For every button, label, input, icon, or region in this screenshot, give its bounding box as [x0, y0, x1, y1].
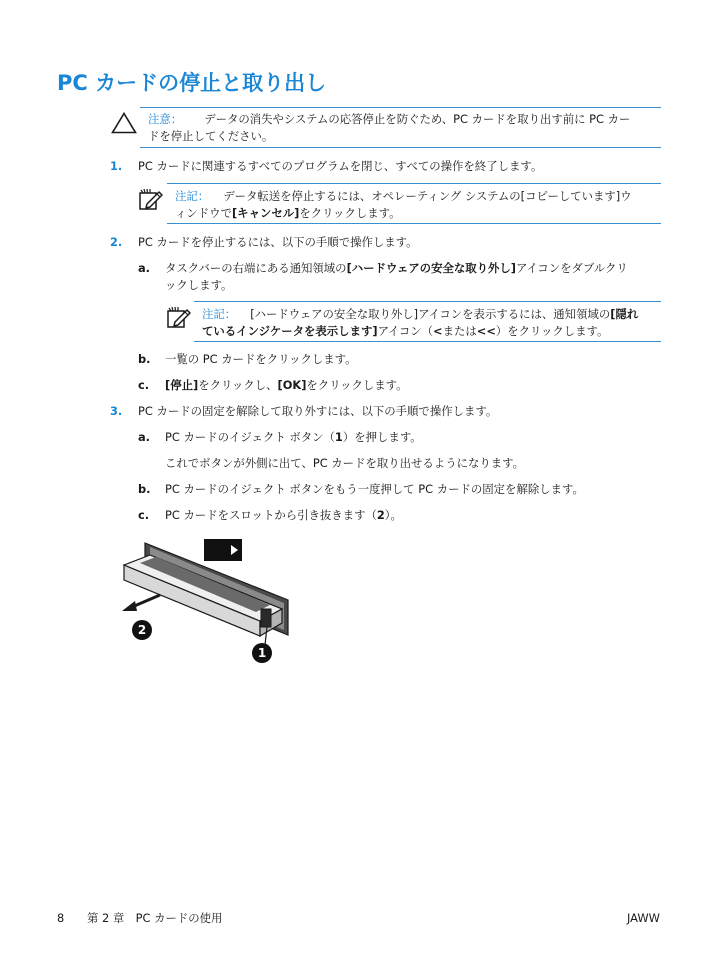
note1-text — [175, 188, 670, 222]
note2-line2b: または — [442, 324, 477, 338]
step-2c-bold2: [OK] — [277, 378, 307, 392]
step-3a-text-a: PC カードのイジェクト ボタン（ — [165, 430, 335, 444]
card-slot-label — [204, 539, 242, 561]
caution-top-rule — [140, 107, 661, 108]
step-3a-follow: これでボタンが外側に出て、PC カードを取り出せるようになります。 — [165, 456, 525, 470]
step-3b-text: PC カードのイジェクト ボタンをもう一度押して PC カードの固定を解除します。 — [165, 482, 584, 496]
step-2b — [138, 351, 673, 368]
step-2a-line1a: タスクバーの右端にある通知領域の — [165, 261, 347, 275]
step-2c-text1: をクリックし、 — [198, 378, 278, 392]
note1-line2-bold: [キャンセル] — [231, 206, 300, 220]
step-3a-marker: a. — [138, 430, 151, 444]
caution-text — [148, 111, 668, 145]
note-icon — [166, 305, 192, 329]
callout-2-label: 2 — [137, 623, 147, 637]
note2-line2-bold: ているインジケータを表示します] — [202, 324, 378, 338]
step-3b — [138, 481, 678, 498]
note2-line1-bold: [隠れ — [610, 307, 639, 321]
step-3 — [110, 403, 670, 420]
caution-icon — [111, 112, 137, 134]
step-2a — [138, 260, 673, 294]
step-2b-text: 一覧の PC カードをクリックします。 — [165, 352, 357, 366]
step-2a-marker: a. — [138, 261, 151, 275]
step-3a — [138, 429, 673, 446]
step-3c-text-a: PC カードをスロットから引き抜きます（ — [165, 508, 377, 522]
step-3c-marker: c. — [138, 508, 150, 522]
step-3b-marker: b. — [138, 482, 151, 496]
note1-line2b: をクリックします。 — [299, 206, 401, 220]
page-title: PC カードの停止と取り出し — [57, 71, 327, 95]
step-2b-marker: b. — [138, 352, 151, 366]
note2-bottom-rule — [194, 341, 661, 342]
step-3c-bold: 2 — [376, 508, 385, 522]
caution-label: 注意： — [148, 112, 183, 126]
note2-text — [202, 306, 672, 340]
caution-line1: データの消失やシステムの応答停止を防ぐため、PC カードを取り出す前に PC カー — [204, 112, 631, 126]
note2-ltlt: << — [476, 324, 496, 338]
note1-bottom-rule — [167, 223, 661, 224]
footer-page-number: 8 — [57, 911, 65, 925]
step-2a-line2: ックします。 — [165, 278, 233, 292]
footer-brand: JAWW — [627, 911, 660, 925]
step-2 — [110, 234, 670, 251]
caution-bottom-rule — [140, 147, 661, 148]
note-icon — [138, 187, 164, 211]
note1-line1: データ転送を停止するには、オペレーティング システムの[コピーしています]ウ — [223, 189, 632, 203]
note2-line1a: [ハードウェアの安全な取り外し]アイコンを表示するには、通知領域の — [250, 307, 611, 321]
caution-line2: ドを停止してください。 — [148, 129, 274, 143]
note1-top-rule — [167, 183, 661, 184]
callout-1 — [252, 643, 272, 663]
footer-chapter: 第 2 章 PC カードの使用 — [87, 911, 223, 925]
note2-lt: < — [433, 324, 443, 338]
callout-2 — [132, 620, 152, 640]
note1-line2a: ィンドウで — [175, 206, 232, 220]
note1-label: 注記： — [175, 189, 210, 203]
step-2c-text2: をクリックします。 — [306, 378, 408, 392]
step-2-number: 2. — [110, 235, 123, 249]
step-3a-text-b: ）を押します。 — [342, 430, 422, 444]
step-1 — [110, 158, 670, 175]
step-3c — [138, 507, 673, 524]
note2-line2c: ）をクリックします。 — [495, 324, 609, 338]
step-2a-bold: [ハードウェアの安全な取り外し] — [346, 261, 517, 275]
step-2c — [138, 377, 673, 394]
step-1-text: PC カードに関連するすべてのプログラムを閉じ、すべての操作を終了します。 — [138, 159, 543, 173]
note2-top-rule — [194, 301, 661, 302]
step-3-text: PC カードの固定を解除して取り外すには、以下の手順で操作します。 — [138, 404, 498, 418]
step-3c-text-b: ）。 — [384, 508, 402, 522]
step-2c-bold1: [停止] — [165, 378, 199, 392]
step-2a-line1b: アイコンをダブルクリ — [516, 261, 628, 275]
step-3-number: 3. — [110, 404, 123, 418]
step-2-text: PC カードを停止するには、以下の手順で操作します。 — [138, 235, 418, 249]
step-3a-bold: 1 — [334, 430, 343, 444]
note2-label: 注記： — [202, 307, 237, 321]
step-1-number: 1. — [110, 159, 123, 173]
callout-1-label: 1 — [257, 646, 267, 660]
note2-line2a: アイコン（ — [377, 324, 434, 338]
step-2c-marker: c. — [138, 378, 150, 392]
